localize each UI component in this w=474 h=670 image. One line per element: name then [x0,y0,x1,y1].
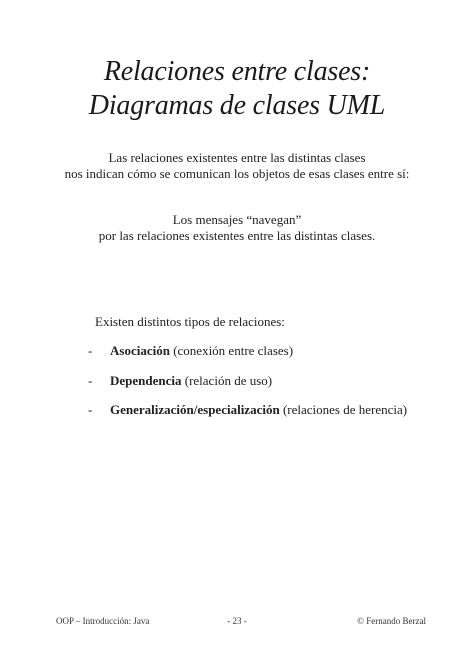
relation-term: Asociación [110,343,170,358]
relation-description: (relación de uso) [181,373,273,388]
paragraph-2-line-1: Los mensajes “navegan” [172,212,302,227]
relations-intro: Existen distintos tipos de relaciones: [95,314,285,329]
footer-page-number: - 23 - [227,616,247,626]
relation-description: (relaciones de herencia) [279,402,408,417]
relation-description: (conexión entre clases) [169,343,294,358]
paragraph-1-line-2: nos indican cómo se comunican los objetos de esas clases entre sí: [64,166,410,181]
relation-term: Dependencia [110,373,182,388]
relation-item-generalizacion [88,402,407,418]
paragraph-2-line-2: por las relaciones existentes entre las distintas clases. [98,228,376,243]
page-title-line-1: Relaciones entre clases: [103,56,371,87]
page-title-line-2: Diagramas de clases UML [88,90,386,121]
list-dash: - [88,402,93,417]
list-dash: - [88,373,93,388]
footer-course: OOP – Introducción: Java [56,616,150,626]
relation-item-asociacion [88,343,293,359]
paragraph-1-line-1: Las relaciones existentes entre las distintas clases [108,150,366,165]
relation-term: Generalización/especialización [110,402,280,417]
list-dash: - [88,343,93,358]
relation-item-dependencia [88,373,272,389]
footer-author: © Fernando Berzal [357,616,426,626]
